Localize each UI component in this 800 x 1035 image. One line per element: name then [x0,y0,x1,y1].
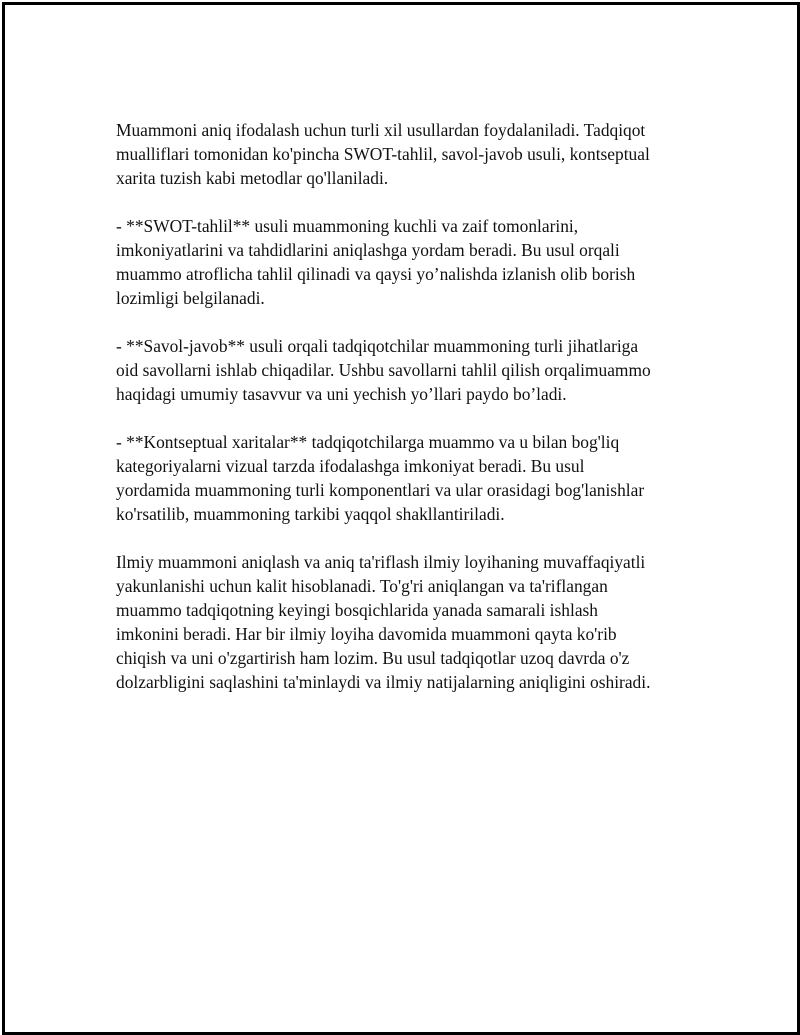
text-line: muammo atroflicha tahlil qilinadi va qaysi yo’nalishda izlanish olib borish [116,264,636,284]
text-line: muammo tadqiqotning keyingi bosqichlarida yanada samarali ishlash [116,600,598,620]
text-line: Ilmiy muammoni aniqlash va aniq ta'riflash ilmiy loyihaning muvaffaqiyatli [116,552,646,572]
paragraph-swot [116,214,696,310]
paragraph-kontseptual [116,430,696,526]
paragraph-savol-javob [116,334,696,406]
text-line: - **Kontseptual xaritalar** tadqiqotchilarga muammo va u bilan bog'liq [116,432,620,452]
text-line: xarita tuzish kabi metodlar qo'llaniladi. [116,168,389,188]
text-line: - **Savol-javob** usuli orqali tadqiqotchilar muammoning turli jihatlariga [116,336,639,356]
text-line: haqidagi umumiy tasavvur va uni yechish yo’llari paydo bo’ladi. [116,384,567,404]
text-line: mualliflari tomonidan ko'pincha SWOT-tahlil, savol-javob usuli, kontseptual [116,144,650,164]
text-line: chiqish va uni o'zgartirish ham lozim. Bu usul tadqiqotlar uzoq davrda o'z [116,648,630,668]
paragraph-intro [116,118,696,190]
text-line: oid savollarni ishlab chiqadilar. Ushbu savollarni tahlil qilish orqalimuammo [116,360,651,380]
text-line: kategoriyalarni vizual tarzda ifodalashga imkoniyat beradi. Bu usul [116,456,585,476]
text-line: - **SWOT-tahlil** usuli muammoning kuchli va zaif tomonlarini, [116,216,579,236]
paragraph-conclusion [116,550,696,694]
text-line: yordamida muammoning turli komponentlari va ular orasidagi bog'lanishlar [116,480,645,500]
text-line: lozimligi belgilanadi. [116,288,265,308]
text-line: Muammoni aniq ifodalash uchun turli xil usullardan foydalaniladi. Tadqiqot [116,120,646,140]
text-line: yakunlanishi uchun kalit hisoblanadi. To'g'ri aniqlangan va ta'riflangan [116,576,608,596]
text-line: imkonini beradi. Har bir ilmiy loyiha davomida muammoni qayta ko'rib [116,624,617,644]
text-line: ko'rsatilib, muammoning tarkibi yaqqol shakllantiriladi. [116,504,505,524]
text-line: imkoniyatlarini va tahdidlarini aniqlashga yordam beradi. Bu usul orqali [116,240,620,260]
text-line: dolzarbligini saqlashini ta'minlaydi va ilmiy natijalarning aniqligini oshiradi. [116,672,651,692]
document-body [116,118,696,718]
